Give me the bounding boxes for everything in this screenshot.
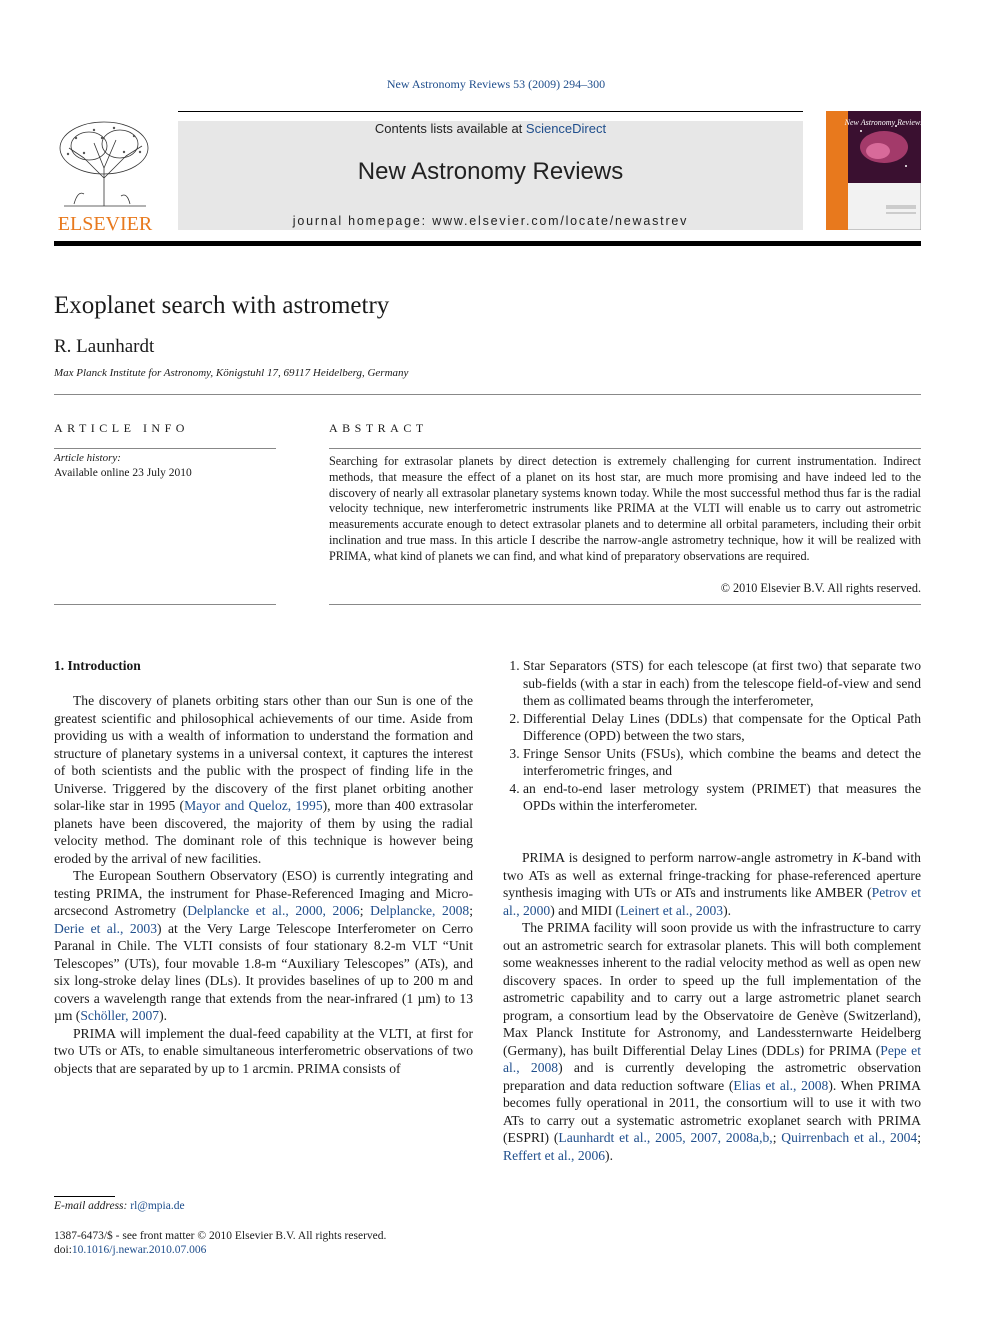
sciencedirect-link[interactable]: ScienceDirect <box>525 121 607 136</box>
list-item: 3. Fringe Sensor Units (FSUs), which combine the beams and detect the interferometric fringes, and <box>523 745 921 780</box>
doi-line <box>54 1244 206 1256</box>
affiliation-rule <box>54 394 921 395</box>
contents-prefix: Contents lists available at <box>374 121 526 136</box>
paragraph: The European Southern Observatory (ESO) is currently integrating and testing PRIMA, the instrument for Phase-Referenced Imaging and Micro-arcsecond Astrometry (Delplancke et al., 2000, 2006; Delplancke, 2008; Derie et al., 2003) at the Very Large Telescope Interferometer on Cerro Paranal in Chile. The VLTI consists of four stationary 8.2-m VLT “Unit Telescopes” (UTs), four movable 1.8-m “Auxiliary Telescopes” (ATs), and six long-stroke delay lines (DLs). It provides baselines of up to 200 m and covers a wavelength range that extends from the near-infrared (1 µm) to 13 µm (Schöller, 2007). <box>54 868 473 1023</box>
cover-title: New Astronomy Reviews <box>844 118 921 127</box>
doi-link[interactable]: 10.1016/j.newar.2010.07.006 <box>71 1244 207 1256</box>
list-item: 4. an end-to-end laser metrology system (PRIMET) that measures the OPDs within the interferometer. <box>523 780 921 815</box>
abstract-bottom-rule <box>329 604 921 605</box>
article-history-label: Article history: <box>54 452 121 464</box>
contents-line <box>178 121 803 136</box>
email-link[interactable]: rl@mpia.de <box>130 1200 185 1212</box>
abstract-copyright: © 2010 Elsevier B.V. All rights reserved. <box>720 581 921 595</box>
cover-image-icon <box>826 111 921 230</box>
doi-label: doi: <box>54 1244 72 1256</box>
article-info-bottom-rule <box>54 604 276 605</box>
footnote-email <box>54 1200 185 1212</box>
journal-citation[interactable]: New Astronomy Reviews 53 (2009) 294–300 <box>386 77 606 91</box>
citation-link[interactable]: Petrov et al., 2000 <box>503 885 921 918</box>
citation-link[interactable]: Pepe et al., 2008 <box>503 1042 921 1075</box>
journal-homepage[interactable]: journal homepage: www.elsevier.com/locate/newastrev <box>292 214 689 228</box>
paragraph: The discovery of planets orbiting stars other than our Sun is one of the greatest scientific and philosophical achievements of our time. Aside from providing us with a wealth of information to understand the formation and structure of planetary systems in a universal context, it captures the interest of both scientists and the public with the prospect of finding life in the Universe. Triggered by the discovery of the first planet orbiting another solar-like star in 1995 (Mayor and Queloz, 1995), more than 400 extrasolar planets have been discovered, the majority of them by using the radial velocity method. The dominant role of this technique is however being eroded by the arrival of new facilities. <box>54 693 473 866</box>
citation-link[interactable]: Mayor and Queloz, 1995 <box>184 798 323 813</box>
journal-cover-thumbnail[interactable] <box>826 111 921 230</box>
citation-link[interactable]: Schöller, 2007 <box>80 1008 160 1023</box>
elsevier-wordmark: ELSEVIER <box>57 213 153 234</box>
citation-link[interactable]: Derie et al., 2003 <box>54 920 158 936</box>
abstract-rule <box>329 448 921 449</box>
article-info-heading: ARTICLE INFO <box>54 421 189 435</box>
header-thick-rule <box>54 241 921 246</box>
citation-link[interactable]: Launhardt et al., 2005, 2007, 2008a,b, <box>558 1130 773 1145</box>
citation-link[interactable]: Leinert et al., 2003 <box>620 902 724 918</box>
section-heading-introduction: 1. Introduction <box>54 658 141 673</box>
list-item: 1. Star Separators (STS) for each telescope (at first two) that separate two sub-fields (with a star in each) from the telescope field-of-view and send them as collimated beams through the interferometer, <box>523 657 921 710</box>
elsevier-logo[interactable] <box>54 118 156 234</box>
front-matter-line: 1387-6473/$ - see front matter © 2010 Elsevier B.V. All rights reserved. <box>54 1230 387 1242</box>
elsevier-tree-icon <box>54 118 156 234</box>
paragraph: PRIMA is designed to perform narrow-angle astrometry in K-band with two ATs as well as external fringe-tracking for phase-referenced aperture synthesis imaging with UTs or ATs and instruments like AMBER (Petrov et al., 2000) and MIDI (Leinert et al., 2003). <box>503 850 921 918</box>
footnote-rule <box>54 1196 115 1197</box>
prima-components-list <box>503 657 921 815</box>
author-affiliation: Max Planck Institute for Astronomy, Königstuhl 17, 69117 Heidelberg, Germany <box>54 367 409 379</box>
paragraph: The PRIMA facility will soon provide us with the infrastructure to carry out an astrometric search for extrasolar planets. This will both complement some weaknesses inherent to the radial velocity method as well as open new discovery spaces. In order to speed up the full implementation of the astrometric capability and to carry out a large astrometric planet search program, a consortium lead by the Observatoire de Genève (Switzerland), Max Planck Institute for Astronomy, and Landessternwarte Heidelberg (Germany), has built Differential Delay Lines (DDLs) for PRIMA (Pepe et al., 2008) and is currently developing the astrometric observation preparation and data reduction software (Elias et al., 2008). When PRIMA becomes fully operational in 2011, the consortium will to use it with two ATs to carry out a systematic astrometric exoplanet search with PRIMA (ESPRI) (Launhardt et al., 2005, 2007, 2008a,b,; Quirrenbach et al., 2004; Reffert et al., 2006). <box>503 920 921 1163</box>
abstract-heading: ABSTRACT <box>329 421 428 435</box>
left-column-body <box>54 692 473 1077</box>
citation-link[interactable]: Quirrenbach et al., 2004 <box>781 1130 918 1145</box>
citation-link[interactable]: Delplancke et al., 2000, 2006 <box>187 903 360 918</box>
article-history-value: Available online 23 July 2010 <box>54 467 192 479</box>
citation-link[interactable]: Reffert et al., 2006 <box>503 1147 606 1163</box>
article-info-rule <box>54 448 276 449</box>
header-rule <box>178 111 803 112</box>
abstract-text: Searching for extrasolar planets by direct detection is extremely challenging for current instrumentation. Indirect methods, that measure the effect of a planet on its host star, are much more promising and have indeed led to the discovery of nearly all extrasolar planetary systems known today. While the most successful method thus far is the radial velocity technique, new interferometric instruments like PRIMA at the VLTI will enable us to carry out astrometric measurements accurate enough to detect extrasolar planets and to determine all orbital parameters, including their orbit inclination and true mass. In this article I describe the narrow-angle astrometry technique, how it will be realized with PRIMA, what kind of planets we can find, and what kind of preparatory observations are required. <box>329 454 921 563</box>
journal-name: New Astronomy Reviews <box>357 158 624 185</box>
list-item: 2. Differential Delay Lines (DDLs) that compensate for the Optical Path Difference (OPD) between the two stars, <box>523 710 921 745</box>
right-column-body <box>503 849 921 1164</box>
paragraph: PRIMA will implement the dual-feed capability at the VLTI, at first for two UTs or ATs, to enable simultaneous interferometric observations of two objects that are separated by up to 1 arcmin. PRIMA consists of <box>54 1025 473 1076</box>
citation-link[interactable]: Delplancke, 2008 <box>370 903 470 918</box>
article-author: R. Launhardt <box>54 336 155 357</box>
article-title: Exoplanet search with astrometry <box>54 292 390 319</box>
citation-link[interactable]: Elias et al., 2008 <box>733 1077 829 1093</box>
email-label: E-mail address: <box>54 1200 128 1212</box>
